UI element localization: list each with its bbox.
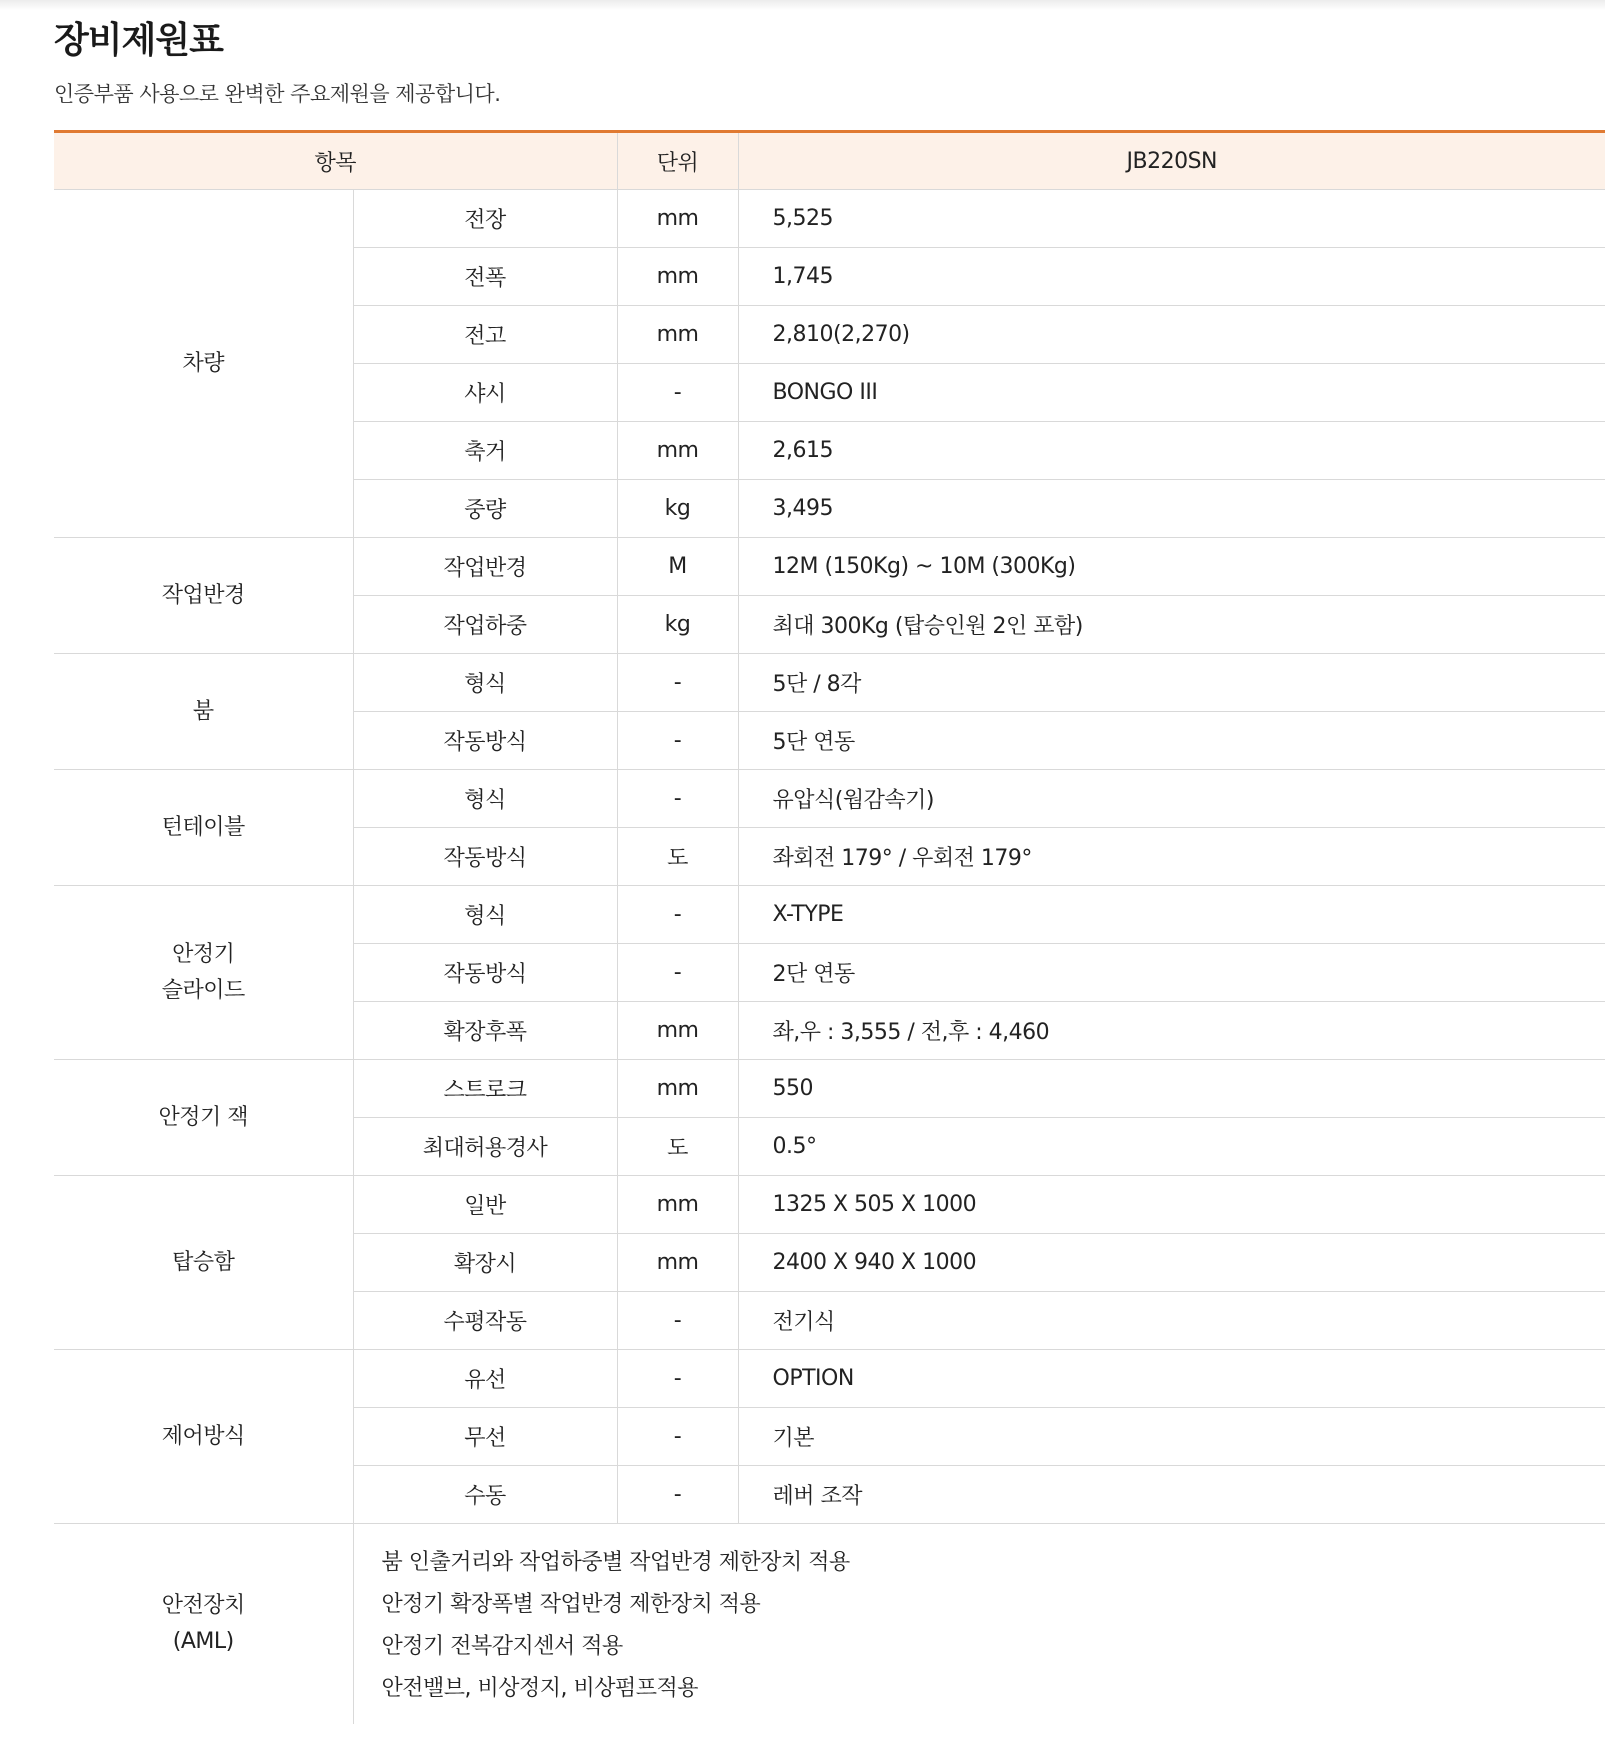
category-cell <box>54 190 353 538</box>
page-title: 장비제원표 <box>54 20 223 61</box>
category-cell <box>54 654 353 770</box>
value-cell: 2,810(2,270) <box>738 306 1605 364</box>
category-cell <box>54 886 353 1060</box>
spec-table-body <box>54 190 1605 1725</box>
unit-cell: - <box>617 886 738 944</box>
table-row <box>54 190 1605 248</box>
item-cell: 작업반경 <box>353 538 617 596</box>
category-label: 턴테이블 <box>161 814 245 840</box>
category-label: 슬라이드 <box>161 977 245 1003</box>
unit-cell: mm <box>617 1176 738 1234</box>
unit-cell: - <box>617 770 738 828</box>
unit-cell: mm <box>617 1002 738 1060</box>
value-cell: 좌,우 : 3,555 / 전,후 : 4,460 <box>738 1002 1605 1060</box>
top-shadow <box>0 0 1605 10</box>
category-label: 제어방식 <box>161 1423 245 1449</box>
category-label: 안전장치 <box>161 1593 245 1618</box>
value-cell: 550 <box>738 1060 1605 1118</box>
item-cell: 작업하중 <box>353 596 617 654</box>
safety-row <box>54 1524 1605 1725</box>
item-cell: 작동방식 <box>353 828 617 886</box>
value-cell: 0.5° <box>738 1118 1605 1176</box>
value-cell: 3,495 <box>738 480 1605 538</box>
safety-list <box>354 1538 1605 1710</box>
item-cell: 형식 <box>353 770 617 828</box>
value-cell: BONGO III <box>738 364 1605 422</box>
table-row <box>54 886 1605 944</box>
value-cell: 2400 X 940 X 1000 <box>738 1234 1605 1292</box>
unit-cell: 도 <box>617 828 738 886</box>
unit-cell: - <box>617 1292 738 1350</box>
unit-cell: - <box>617 654 738 712</box>
unit-cell: - <box>617 712 738 770</box>
unit-cell: M <box>617 538 738 596</box>
value-cell: 12M (150Kg) ~ 10M (300Kg) <box>738 538 1605 596</box>
item-cell: 수평작동 <box>353 1292 617 1350</box>
unit-cell: mm <box>617 248 738 306</box>
value-cell: 최대 300Kg (탑승인원 2인 포함) <box>738 596 1605 654</box>
unit-cell: - <box>617 1408 738 1466</box>
unit-cell: mm <box>617 190 738 248</box>
table-row <box>54 1060 1605 1118</box>
table-row <box>54 770 1605 828</box>
item-cell: 샤시 <box>353 364 617 422</box>
unit-cell: kg <box>617 596 738 654</box>
safety-content-cell <box>353 1524 1605 1725</box>
safety-item: 안정기 확장폭별 작업반경 제한장치 적용 <box>381 1592 761 1617</box>
unit-cell: mm <box>617 1060 738 1118</box>
category-label: 탑승함 <box>172 1249 235 1275</box>
table-row <box>54 1176 1605 1234</box>
table-row <box>54 654 1605 712</box>
category-label: 안정기 잭 <box>158 1104 248 1130</box>
value-cell: 좌회전 179° / 우회전 179° <box>738 828 1605 886</box>
unit-cell: mm <box>617 1234 738 1292</box>
header-model: JB220SN <box>738 132 1605 190</box>
table-row <box>54 538 1605 596</box>
item-cell: 전장 <box>353 190 617 248</box>
safety-item: 안정기 전복감지센서 적용 <box>381 1634 623 1659</box>
header-unit: 단위 <box>617 132 738 190</box>
value-cell: 2,615 <box>738 422 1605 480</box>
value-cell: 2단 연동 <box>738 944 1605 1002</box>
safety-item: 안전밸브, 비상정지, 비상펌프적용 <box>381 1676 699 1701</box>
table-row <box>54 1350 1605 1408</box>
category-label: 작업반경 <box>161 582 245 608</box>
unit-cell: - <box>617 944 738 1002</box>
value-cell: 레버 조작 <box>738 1466 1605 1524</box>
unit-cell: - <box>617 1350 738 1408</box>
header-item: 항목 <box>54 132 617 190</box>
unit-cell: - <box>617 364 738 422</box>
item-cell: 무선 <box>353 1408 617 1466</box>
category-cell <box>54 538 353 654</box>
safety-item: 붐 인출거리와 작업하중별 작업반경 제한장치 적용 <box>381 1550 850 1575</box>
item-cell: 유선 <box>353 1350 617 1408</box>
item-cell: 스트로크 <box>353 1060 617 1118</box>
value-cell: 유압식(웜감속기) <box>738 770 1605 828</box>
item-cell: 확장시 <box>353 1234 617 1292</box>
value-cell: 5단 / 8각 <box>738 654 1605 712</box>
unit-cell: mm <box>617 306 738 364</box>
value-cell: 5,525 <box>738 190 1605 248</box>
table-header-row <box>54 132 1605 190</box>
category-label: 차량 <box>182 350 224 376</box>
category-label: 붐 <box>192 698 214 724</box>
category-label: (AML) <box>172 1629 234 1654</box>
value-cell: OPTION <box>738 1350 1605 1408</box>
value-cell: 1,745 <box>738 248 1605 306</box>
value-cell: 기본 <box>738 1408 1605 1466</box>
item-cell: 일반 <box>353 1176 617 1234</box>
category-cell <box>54 1060 353 1176</box>
unit-cell: 도 <box>617 1118 738 1176</box>
value-cell: X-TYPE <box>738 886 1605 944</box>
unit-cell: kg <box>617 480 738 538</box>
item-cell: 축거 <box>353 422 617 480</box>
item-cell: 최대허용경사 <box>353 1118 617 1176</box>
unit-cell: - <box>617 1466 738 1524</box>
item-cell: 형식 <box>353 886 617 944</box>
category-cell <box>54 770 353 886</box>
unit-cell: mm <box>617 422 738 480</box>
spec-table <box>54 130 1605 1724</box>
item-cell: 수동 <box>353 1466 617 1524</box>
category-cell <box>54 1176 353 1350</box>
item-cell: 작동방식 <box>353 944 617 1002</box>
page-subtitle: 인증부품 사용으로 완벽한 주요제원을 제공합니다. <box>54 82 501 106</box>
value-cell: 전기식 <box>738 1292 1605 1350</box>
item-cell: 중량 <box>353 480 617 538</box>
value-cell: 1325 X 505 X 1000 <box>738 1176 1605 1234</box>
category-cell <box>54 1524 353 1725</box>
item-cell: 전고 <box>353 306 617 364</box>
item-cell: 전폭 <box>353 248 617 306</box>
category-label: 안정기 <box>172 941 235 967</box>
item-cell: 형식 <box>353 654 617 712</box>
item-cell: 작동방식 <box>353 712 617 770</box>
value-cell: 5단 연동 <box>738 712 1605 770</box>
category-cell <box>54 1350 353 1524</box>
item-cell: 확장후폭 <box>353 1002 617 1060</box>
